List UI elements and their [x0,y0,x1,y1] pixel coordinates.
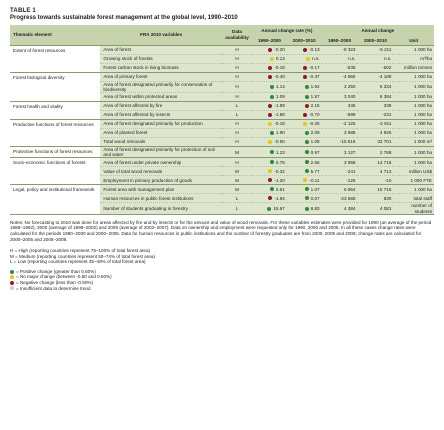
change-2000-2010-cell: 33 701 [357,137,393,146]
rate-1990-2000-cell [252,81,287,92]
trend-icon [303,122,307,126]
rate-value: -0.50 [274,139,285,145]
unit-cell: 1 000 ha [393,45,434,54]
thematic-cell [10,92,100,101]
thematic-cell [10,63,100,72]
availability-cell: H [222,128,252,137]
rate-2000-2010-cell [287,101,322,110]
rate-2000-2010-cell [287,72,322,81]
rate-value: 2.15 [310,103,320,109]
unit-cell: 1 000 ha [393,146,434,157]
trend-icon [268,122,272,126]
table-row [10,119,434,128]
rate-1990-2000-cell [252,92,287,101]
thematic-cell [10,128,100,137]
unit-cell: million tonnes [393,63,434,72]
rate-value: -0.40 [274,73,285,79]
table-body [10,45,434,214]
change-2000-2010-cell: -2 911 [357,119,393,128]
trend-icon [306,57,310,61]
change-1990-2000-cell: 3 040 [322,92,358,101]
change-1990-2000-cell: 345 [322,101,358,110]
change-1990-2000-cell: n.s. [322,54,358,63]
rate-2000-2010-cell [287,63,322,72]
change-2000-2010-cell: -5 211 [357,45,393,54]
rate-value: -1.88 [274,112,285,118]
rate-1990-2000-cell [252,119,287,128]
table-row [10,110,434,119]
table-row [10,81,434,92]
thematic-cell [10,194,100,203]
variable-cell: Area of forest [100,45,222,54]
unit-cell: m³/ha [393,54,434,63]
rate-2000-2010-cell [287,128,322,137]
change-1990-2000-cell: 3 688 [322,128,358,137]
legend-insufficient-label: = Insufficient data to determine trend [16,285,91,291]
rate-1990-2000-cell [252,101,287,110]
change-1990-2000-cell: 4 384 [322,203,358,214]
rate-value: 1.23 [275,149,285,155]
unit-cell: 1 000 m³ [393,137,434,146]
unit-cell: 1 000 ha [393,92,434,101]
unit-cell: 1 000 ha [393,81,434,92]
change-2000-2010-cell: 830 [357,194,393,203]
variable-cell: Area of forest under private ownership [100,158,222,167]
variable-cell: Growing stock of forests [100,54,222,63]
rate-2000-2010-cell [287,203,322,214]
trend-icon [268,196,272,200]
availability-cell: H [222,54,252,63]
trend-icon [268,66,272,70]
rate-1990-2000-cell [252,137,287,146]
header-unit: Unit [393,37,434,45]
change-1990-2000-cell: -23 568 [322,194,358,203]
rate-value: -1.89 [274,103,285,109]
table-row [10,128,434,137]
rate-value: 1.08 [310,139,320,145]
rate-1990-2000-cell [252,176,287,185]
trend-icon [303,113,307,117]
rate-value: 1.09 [275,94,285,100]
thematic-cell [10,54,100,63]
table-row [10,167,434,176]
unit-cell: 1 000 ha [393,158,434,167]
legend-high: H = High (reporting countries represent 75–100% of total forest area) [10,248,151,254]
trend-icon [305,131,309,135]
rate-1990-2000-cell [252,128,287,137]
availability-cell: M [222,146,252,157]
header-annual-change: Annual change [322,25,434,37]
availability-cell: M [222,176,252,185]
variable-cell: Number of students graduating in forestry [100,203,222,214]
change-1990-2000-cell: -126 [322,176,358,185]
header-period-3: 1990–2000 [322,37,358,45]
trend-icon [305,104,309,108]
change-2000-2010-cell: n.s. [357,54,393,63]
thematic-cell: Extent of forest resources [10,45,100,54]
unit-cell: 1 000 ha [393,185,434,194]
variable-cell: Area of forest designated primarily for production [100,119,222,128]
legend-medium: M = Medium (reporting countries represent 50–74% of total forest area) [10,253,155,259]
trend-icon [303,48,307,52]
rate-value: -0.11 [309,177,320,183]
change-2000-2010-cell: -231 [357,110,393,119]
trend-icon [305,160,309,164]
availability-cell: H [222,63,252,72]
trend-icon [270,187,274,191]
trend-icon [305,140,309,144]
rate-value: -0.32 [274,168,285,174]
rate-2000-2010-cell [287,158,322,167]
variable-cell: Area of forest designated primarily for conservation of biodiversity [100,81,222,92]
header-period-1: 1990–2000 [252,37,287,45]
variable-cell: Area of forest within protected areas [100,92,222,101]
change-1990-2000-cell: 6 964 [322,185,358,194]
thematic-cell: Socio-economic functions of forests [10,158,100,167]
rate-value: 0.75 [275,159,285,165]
trend-icon [305,150,309,154]
rate-1990-2000-cell [252,158,287,167]
availability-cell: L [222,203,252,214]
rate-1990-2000-cell [252,185,287,194]
variable-cell: Employment in primary production of goods [100,176,222,185]
rate-value: 5.77 [310,168,320,174]
rate-2000-2010-cell [287,81,322,92]
no-change-icon [10,275,14,279]
rate-1990-2000-cell [252,110,287,119]
change-2000-2010-cell: -10 [357,176,393,185]
rate-1990-2000-cell [252,146,287,157]
legend-low: L = Low (reporting countries represent 25–49% of total forest area) [10,259,146,265]
trend-icon [270,160,274,164]
rate-value: -1.20 [274,177,285,183]
table-bottom-rule [10,214,434,215]
variable-cell: Forest area with management plan [100,185,222,194]
change-2000-2010-cell: 4 081 [357,203,393,214]
change-1990-2000-cell: -8 323 [322,45,358,54]
change-1990-2000-cell: -2 125 [322,119,358,128]
rate-value: -0.17 [309,64,320,70]
table-row [10,146,434,157]
trend-icon [268,140,272,144]
rate-2000-2010-cell [287,194,322,203]
legend-negative-label: = Negative change (less than -0.50%) [16,280,93,286]
availability-cell: H [222,81,252,92]
trend-icon [305,169,309,173]
rate-value: 2.56 [310,159,320,165]
thematic-cell: Protective functions of forest resources [10,146,100,157]
trend-icon [305,95,309,99]
thematic-cell [10,167,100,176]
legend-no-change-label: = No major change (between -0.50 and 0.50%) [16,274,112,280]
trend-icon [303,75,307,79]
change-1990-2000-cell: -538 [322,63,358,72]
rate-2000-2010-cell [287,137,322,146]
table-label: TABLE 1 [10,8,36,14]
positive-change-icon [10,270,14,274]
thematic-cell [10,81,100,92]
availability-cell: H [222,119,252,128]
thematic-cell [10,137,100,146]
variable-cell: Area of forest affected by insects [100,110,222,119]
change-2000-2010-cell: 4 713 [357,167,393,176]
unit-cell: 1 000 ha [393,128,434,137]
trend-icon [268,178,272,182]
rate-value: 8.83 [310,205,320,211]
availability-cell: H [222,45,252,54]
thematic-cell [10,203,100,214]
availability-cell: L [222,194,252,203]
unit-cell: 1 000 ha [393,72,434,81]
table-row [10,72,434,81]
unit-cell: total staff [393,194,434,203]
variable-cell: Value of total wood removals [100,167,222,176]
rate-value: -0.20 [274,46,285,52]
table-row [10,92,434,101]
trend-icon [268,169,272,173]
availability-cell: L [222,101,252,110]
rate-1990-2000-cell [252,167,287,176]
trend-icon [268,113,272,117]
change-2000-2010-cell: -502 [357,63,393,72]
rate-value: 0.07 [310,195,320,201]
change-1990-2000-cell: -241 [322,167,358,176]
thematic-cell: Forest biological diversity [10,72,100,81]
thematic-cell: Legal, policy and institutional framework [10,185,100,194]
rate-value: 1.92 [310,84,320,90]
table-row [10,194,434,203]
variable-cell: Area of forest affected by fire [100,101,222,110]
table-notes: Notes: No forecasting to 2010 was done for areas affected by fire and by insects or for the amount and value of wood removals. For these variables estimates were provided for 1990 (an average of the period 1988–1992), 2000 (average of 1998–2002) and 2005 (average of 2003–2007). Data on ownership and employment were requested only for 1990, 2000 and 2005. In all these cases change rates were calculated for the periods 1990–2000 and 2000–2005. Data for human resources in public institutions and the number of forestry graduates are from 2000, 2005 and 2008; change rates are calculated for 2000–2005 and 2005–2008. [10,219,432,242]
rate-2000-2010-cell [287,167,322,176]
rate-value: 1.14 [275,84,285,90]
change-1990-2000-cell: -15 616 [322,137,358,146]
rate-1990-2000-cell [252,203,287,214]
change-2000-2010-cell: 338 [357,101,393,110]
unit-cell: number of students [393,203,434,214]
rate-2000-2010-cell [287,54,322,63]
rate-1990-2000-cell [252,194,287,203]
rate-value: -0.13 [309,46,320,52]
change-2000-2010-cell: 2 768 [357,146,393,157]
change-1990-2000-cell: -4 666 [322,72,358,81]
unit-cell: 1 000 ha [393,119,434,128]
rate-value: -0.70 [309,112,320,118]
availability-cell: H [222,158,252,167]
change-2000-2010-cell: 14 718 [357,158,393,167]
insufficient-data-icon [10,286,14,290]
header-period-2: 2000–2010 [287,37,322,45]
trend-icon [305,207,309,211]
change-1990-2000-cell: 3 127 [322,146,358,157]
variable-cell: Area of planted forest [100,128,222,137]
change-2000-2010-cell: -4 188 [357,72,393,81]
table-row [10,176,434,185]
thematic-cell: Productive functions of forest resources [10,119,100,128]
table-row [10,158,434,167]
rate-value: -1.94 [274,195,285,201]
rate-value: 1.90 [275,130,285,136]
rate-value: 2.09 [310,130,320,136]
rate-1990-2000-cell [252,72,287,81]
unit-cell: 1 000 FTE [393,176,434,185]
trend-icon [305,196,309,200]
rate-1990-2000-cell [252,63,287,72]
negative-change-icon [10,281,14,285]
availability-cell: L [222,110,252,119]
trend-icon [305,85,309,89]
rate-value: 1.07 [310,186,320,192]
trend-icon [270,85,274,89]
variable-cell: Area of forest designated primarily for protection of soil and water [100,146,222,157]
rate-2000-2010-cell [287,92,322,101]
trend-icon [268,48,272,52]
change-2000-2010-cell: 6 334 [357,81,393,92]
table-row [10,54,434,63]
table-row [10,137,434,146]
availability-cell: M [222,185,252,194]
rate-2000-2010-cell [287,146,322,157]
trend-icon [267,207,271,211]
rate-2000-2010-cell [287,45,322,54]
table-row [10,203,434,214]
thematic-cell [10,176,100,185]
change-2000-2010-cell: 4 925 [357,128,393,137]
trend-icon [268,104,272,108]
trend-icon [270,131,274,135]
trend-icon [268,75,272,79]
thematic-cell: Forest health and vitality [10,101,100,110]
variable-cell: Human resources in public forest institutions [100,194,222,203]
unit-cell: 1 000 ha [393,110,434,119]
change-1990-2000-cell: 3 250 [322,81,358,92]
header-data-availability: Data availability [222,25,252,45]
rate-value: 0.97 [310,149,320,155]
change-2000-2010-cell: 6 384 [357,92,393,101]
legend [10,248,434,291]
header-annual-rate: Annual change rate (%) [252,25,322,37]
trend-icon [305,187,309,191]
table-row [10,185,434,194]
variable-cell: Area of primary forest [100,72,222,81]
rate-value: -0.18 [274,64,285,70]
rate-value: 1.97 [310,94,320,100]
header-fra-variables: FRA 2010 variables [100,25,222,45]
trend-icon [270,150,274,154]
rate-2000-2010-cell [287,176,322,185]
availability-cell: M [222,167,252,176]
rate-2000-2010-cell [287,110,322,119]
trend-icon [303,66,307,70]
availability-cell: H [222,92,252,101]
variable-cell: Forest carbon stock in living biomass [100,63,222,72]
rate-value: -0.37 [309,73,320,79]
table-row [10,101,434,110]
change-1990-2000-cell: 3 958 [322,158,358,167]
legend-positive-label: = Positive change (greater than 0.50%) [16,268,96,274]
thematic-cell [10,110,100,119]
table-row [10,45,434,54]
table-row [10,63,434,72]
rate-1990-2000-cell [252,45,287,54]
rate-value: 0.51 [275,186,285,192]
rate-value: -0.18 [274,121,285,127]
rate-value: n.s. [312,55,320,61]
progress-table [10,25,434,214]
variable-cell: Total wood removals [100,137,222,146]
trend-icon [303,178,307,182]
rate-value: 0.13 [275,55,285,61]
unit-cell: million US$ [393,167,434,176]
legend-insufficient [10,286,434,292]
rate-2000-2010-cell [287,119,322,128]
rate-value: 15.67 [273,205,285,211]
change-2000-2010-cell: 15 716 [357,185,393,194]
header-period-4: 2000–2010 [357,37,393,45]
unit-cell: 1 000 ha [393,101,434,110]
trend-icon [270,57,274,61]
table-title: Progress towards sustainable forest management at the global level, 1990–2010 [10,15,238,21]
trend-icon [270,95,274,99]
change-1990-2000-cell: -699 [322,110,358,119]
rate-1990-2000-cell [252,54,287,63]
availability-cell: H [222,72,252,81]
availability-cell: H [222,137,252,146]
rate-value: -0.25 [309,121,320,127]
rate-2000-2010-cell [287,185,322,194]
header-thematic: Thematic element [10,25,100,45]
